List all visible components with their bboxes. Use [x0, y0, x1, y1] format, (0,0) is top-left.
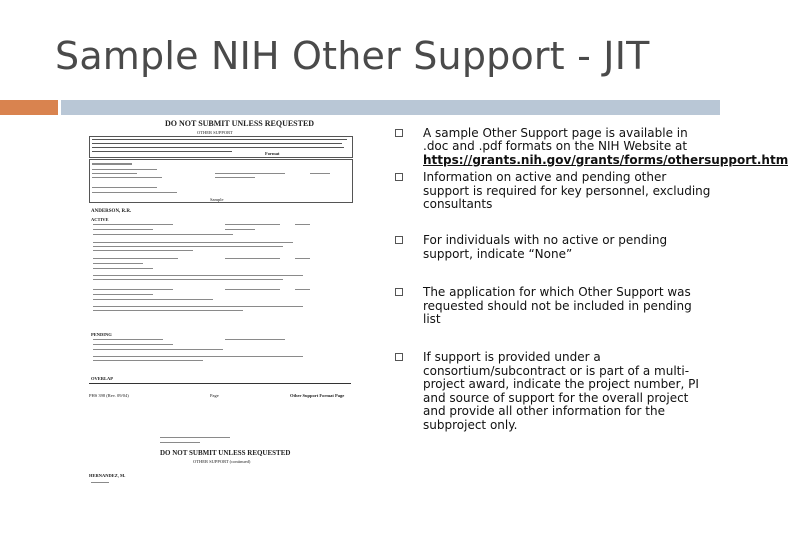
bullet-item: [395, 351, 713, 431]
bullet-text: For individuals with no active or pending support, indicate “None”: [423, 233, 668, 261]
doc-header-2: DO NOT SUBMIT UNLESS REQUESTED: [160, 449, 291, 457]
bullet-item: [395, 171, 713, 211]
doc-pending-label: PENDING: [91, 332, 112, 337]
bullet-item: [395, 286, 713, 326]
doc-person-name: ANDERSON, R.R.: [91, 209, 132, 214]
bullet-item: [395, 234, 713, 261]
other-support-link[interactable]: https://grants.nih.gov/grants/forms/othersupport.htm: [423, 152, 788, 167]
doc-subheader: OTHER SUPPORT: [197, 130, 233, 135]
doc-sample-label: Sample: [210, 197, 224, 202]
doc-overlap-label: OVERLAP: [91, 376, 114, 381]
doc-header: DO NOT SUBMIT UNLESS REQUESTED: [165, 119, 315, 128]
doc-format-label: Format: [265, 151, 280, 156]
square-bullet-icon: [395, 236, 403, 244]
slide-title: Sample NIH Other Support - JIT: [55, 34, 650, 78]
doc-footer-right: Other Support Format Page: [290, 393, 345, 398]
doc-page-label: Page: [210, 393, 219, 398]
doc-form-code: PHS 398 (Rev. 09/04): [89, 393, 129, 398]
sample-document-image: [85, 117, 355, 489]
square-bullet-icon: [395, 173, 403, 181]
accent-bar-orange: [0, 100, 58, 115]
bullet-text: A sample Other Support page is available in .doc and .pdf formats on the NIH Website at: [423, 126, 688, 154]
doc-person-name-2: HERNANDEZ, M.: [89, 473, 126, 478]
bullet-text: If support is provided under a consortium/subcontract or is part of a multi-project award, indicate the project number, PI and source of support for the overall project and provide all other information for the subproject only.: [423, 350, 699, 432]
doc-active-label: ACTIVE: [91, 217, 109, 222]
square-bullet-icon: [395, 353, 403, 361]
doc-subheader-2: OTHER SUPPORT (continued): [193, 459, 251, 464]
bullet-list: [395, 126, 788, 432]
accent-bar-blue: [61, 100, 720, 115]
bullet-item: [395, 126, 788, 167]
square-bullet-icon: [395, 129, 403, 137]
square-bullet-icon: [395, 288, 403, 296]
bullet-text: Information on active and pending other support is required for key personnel, excluding consultants: [423, 170, 711, 212]
bullet-text: The application for which Other Support was requested should not be included in pending list: [423, 285, 692, 327]
